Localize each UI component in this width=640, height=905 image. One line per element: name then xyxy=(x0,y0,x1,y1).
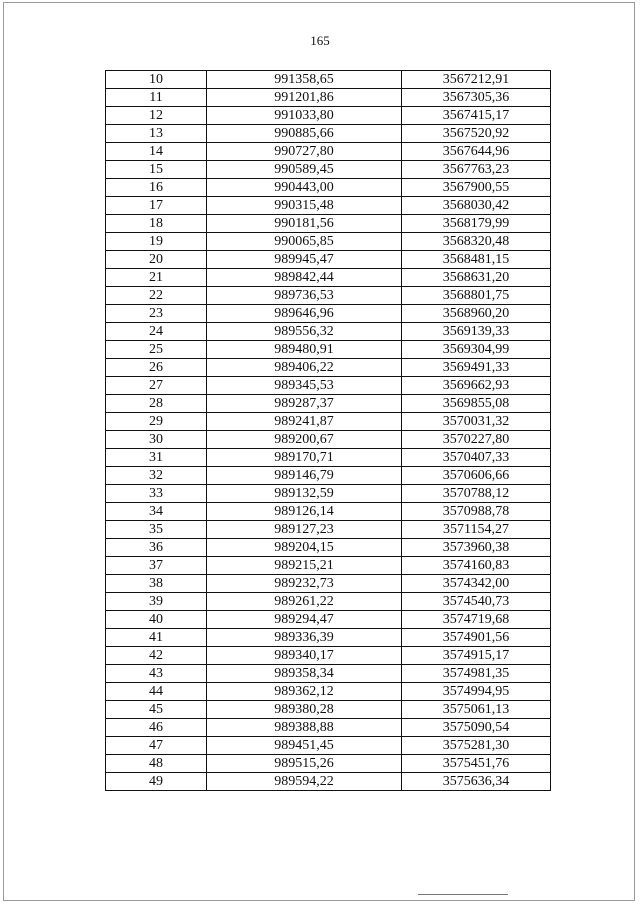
y-coordinate-cell: 3569855,08 xyxy=(402,395,551,413)
point-number-cell: 15 xyxy=(106,161,207,179)
table-row xyxy=(106,413,551,431)
table-row xyxy=(106,233,551,251)
table-row xyxy=(106,683,551,701)
y-coordinate-cell: 3569491,33 xyxy=(402,359,551,377)
table-row xyxy=(106,89,551,107)
table-row xyxy=(106,395,551,413)
point-number-cell: 41 xyxy=(106,629,207,647)
point-number-cell: 23 xyxy=(106,305,207,323)
y-coordinate-cell: 3568481,15 xyxy=(402,251,551,269)
y-coordinate-cell: 3569304,99 xyxy=(402,341,551,359)
table-row xyxy=(106,125,551,143)
y-coordinate-cell: 3574915,17 xyxy=(402,647,551,665)
y-coordinate-cell: 3570031,32 xyxy=(402,413,551,431)
x-coordinate-cell: 989146,79 xyxy=(207,467,402,485)
point-number-cell: 46 xyxy=(106,719,207,737)
x-coordinate-cell: 990315,48 xyxy=(207,197,402,215)
point-number-cell: 19 xyxy=(106,233,207,251)
y-coordinate-cell: 3574160,83 xyxy=(402,557,551,575)
point-number-cell: 10 xyxy=(106,71,207,89)
coordinates-table-body xyxy=(106,71,551,791)
table-row xyxy=(106,575,551,593)
x-coordinate-cell: 989232,73 xyxy=(207,575,402,593)
x-coordinate-cell: 991033,80 xyxy=(207,107,402,125)
point-number-cell: 12 xyxy=(106,107,207,125)
y-coordinate-cell: 3574981,35 xyxy=(402,665,551,683)
x-coordinate-cell: 989646,96 xyxy=(207,305,402,323)
x-coordinate-cell: 989480,91 xyxy=(207,341,402,359)
point-number-cell: 40 xyxy=(106,611,207,629)
point-number-cell: 37 xyxy=(106,557,207,575)
x-coordinate-cell: 989287,37 xyxy=(207,395,402,413)
y-coordinate-cell: 3569662,93 xyxy=(402,377,551,395)
table-row xyxy=(106,269,551,287)
page-number: 165 xyxy=(310,33,330,48)
y-coordinate-cell: 3567644,96 xyxy=(402,143,551,161)
table-row xyxy=(106,287,551,305)
x-coordinate-cell: 989241,87 xyxy=(207,413,402,431)
point-number-cell: 29 xyxy=(106,413,207,431)
table-row xyxy=(106,305,551,323)
point-number-cell: 43 xyxy=(106,665,207,683)
point-number-cell: 32 xyxy=(106,467,207,485)
point-number-cell: 31 xyxy=(106,449,207,467)
point-number-cell: 16 xyxy=(106,179,207,197)
point-number-cell: 25 xyxy=(106,341,207,359)
table-row xyxy=(106,521,551,539)
point-number-cell: 34 xyxy=(106,503,207,521)
point-number-cell: 17 xyxy=(106,197,207,215)
point-number-cell: 28 xyxy=(106,395,207,413)
x-coordinate-cell: 989362,12 xyxy=(207,683,402,701)
table-row xyxy=(106,467,551,485)
x-coordinate-cell: 991201,86 xyxy=(207,89,402,107)
x-coordinate-cell: 990885,66 xyxy=(207,125,402,143)
x-coordinate-cell: 990589,45 xyxy=(207,161,402,179)
point-number-cell: 47 xyxy=(106,737,207,755)
table-row xyxy=(106,71,551,89)
point-number-cell: 22 xyxy=(106,287,207,305)
table-row xyxy=(106,143,551,161)
y-coordinate-cell: 3568801,75 xyxy=(402,287,551,305)
y-coordinate-cell: 3568960,20 xyxy=(402,305,551,323)
point-number-cell: 48 xyxy=(106,755,207,773)
table-row xyxy=(106,593,551,611)
point-number-cell: 30 xyxy=(106,431,207,449)
point-number-cell: 45 xyxy=(106,701,207,719)
table-row xyxy=(106,503,551,521)
x-coordinate-cell: 989126,14 xyxy=(207,503,402,521)
table-row xyxy=(106,161,551,179)
x-coordinate-cell: 990443,00 xyxy=(207,179,402,197)
x-coordinate-cell: 989736,53 xyxy=(207,287,402,305)
y-coordinate-cell: 3574540,73 xyxy=(402,593,551,611)
x-coordinate-cell: 989945,47 xyxy=(207,251,402,269)
point-number-cell: 26 xyxy=(106,359,207,377)
y-coordinate-cell: 3567520,92 xyxy=(402,125,551,143)
y-coordinate-cell: 3570788,12 xyxy=(402,485,551,503)
point-number-cell: 20 xyxy=(106,251,207,269)
y-coordinate-cell: 3575061,13 xyxy=(402,701,551,719)
y-coordinate-cell: 3568631,20 xyxy=(402,269,551,287)
coordinates-table xyxy=(105,70,551,791)
x-coordinate-cell: 991358,65 xyxy=(207,71,402,89)
point-number-cell: 49 xyxy=(106,773,207,791)
point-number-cell: 42 xyxy=(106,647,207,665)
y-coordinate-cell: 3573960,38 xyxy=(402,539,551,557)
table-row xyxy=(106,179,551,197)
table-row xyxy=(106,377,551,395)
table-row xyxy=(106,719,551,737)
y-coordinate-cell: 3570606,66 xyxy=(402,467,551,485)
x-coordinate-cell: 989170,71 xyxy=(207,449,402,467)
y-coordinate-cell: 3574342,00 xyxy=(402,575,551,593)
x-coordinate-cell: 989294,47 xyxy=(207,611,402,629)
x-coordinate-cell: 989200,67 xyxy=(207,431,402,449)
table-row xyxy=(106,485,551,503)
y-coordinate-cell: 3567763,23 xyxy=(402,161,551,179)
x-coordinate-cell: 990727,80 xyxy=(207,143,402,161)
x-coordinate-cell: 990065,85 xyxy=(207,233,402,251)
x-coordinate-cell: 989594,22 xyxy=(207,773,402,791)
x-coordinate-cell: 989358,34 xyxy=(207,665,402,683)
y-coordinate-cell: 3570988,78 xyxy=(402,503,551,521)
y-coordinate-cell: 3569139,33 xyxy=(402,323,551,341)
x-coordinate-cell: 989842,44 xyxy=(207,269,402,287)
point-number-cell: 39 xyxy=(106,593,207,611)
x-coordinate-cell: 989204,15 xyxy=(207,539,402,557)
y-coordinate-cell: 3567415,17 xyxy=(402,107,551,125)
y-coordinate-cell: 3575636,34 xyxy=(402,773,551,791)
y-coordinate-cell: 3567900,55 xyxy=(402,179,551,197)
point-number-cell: 36 xyxy=(106,539,207,557)
table-row xyxy=(106,611,551,629)
y-coordinate-cell: 3568030,42 xyxy=(402,197,551,215)
table-row xyxy=(106,197,551,215)
y-coordinate-cell: 3574719,68 xyxy=(402,611,551,629)
x-coordinate-cell: 989515,26 xyxy=(207,755,402,773)
table-row xyxy=(106,323,551,341)
x-coordinate-cell: 989388,88 xyxy=(207,719,402,737)
point-number-cell: 44 xyxy=(106,683,207,701)
y-coordinate-cell: 3575090,54 xyxy=(402,719,551,737)
table-row xyxy=(106,449,551,467)
point-number-cell: 35 xyxy=(106,521,207,539)
table-row xyxy=(106,755,551,773)
y-coordinate-cell: 3567212,91 xyxy=(402,71,551,89)
table-row xyxy=(106,737,551,755)
y-coordinate-cell: 3568320,48 xyxy=(402,233,551,251)
table-row xyxy=(106,215,551,233)
x-coordinate-cell: 989380,28 xyxy=(207,701,402,719)
table-row xyxy=(106,665,551,683)
point-number-cell: 13 xyxy=(106,125,207,143)
point-number-cell: 14 xyxy=(106,143,207,161)
x-coordinate-cell: 990181,56 xyxy=(207,215,402,233)
point-number-cell: 18 xyxy=(106,215,207,233)
y-coordinate-cell: 3571154,27 xyxy=(402,521,551,539)
table-row xyxy=(106,557,551,575)
y-coordinate-cell: 3574994,95 xyxy=(402,683,551,701)
x-coordinate-cell: 989556,32 xyxy=(207,323,402,341)
table-row xyxy=(106,341,551,359)
point-number-cell: 38 xyxy=(106,575,207,593)
x-coordinate-cell: 989132,59 xyxy=(207,485,402,503)
x-coordinate-cell: 989215,21 xyxy=(207,557,402,575)
x-coordinate-cell: 989345,53 xyxy=(207,377,402,395)
y-coordinate-cell: 3574901,56 xyxy=(402,629,551,647)
table-row xyxy=(106,701,551,719)
y-coordinate-cell: 3567305,36 xyxy=(402,89,551,107)
point-number-cell: 33 xyxy=(106,485,207,503)
point-number-cell: 27 xyxy=(106,377,207,395)
point-number-cell: 11 xyxy=(106,89,207,107)
table-row xyxy=(106,539,551,557)
table-row xyxy=(106,107,551,125)
x-coordinate-cell: 989340,17 xyxy=(207,647,402,665)
table-row xyxy=(106,431,551,449)
table-row xyxy=(106,359,551,377)
x-coordinate-cell: 989406,22 xyxy=(207,359,402,377)
x-coordinate-cell: 989336,39 xyxy=(207,629,402,647)
x-coordinate-cell: 989127,23 xyxy=(207,521,402,539)
y-coordinate-cell: 3570227,80 xyxy=(402,431,551,449)
point-number-cell: 21 xyxy=(106,269,207,287)
y-coordinate-cell: 3575451,76 xyxy=(402,755,551,773)
table-row xyxy=(106,647,551,665)
table-row xyxy=(106,629,551,647)
page-footer-rule xyxy=(418,894,508,895)
table-row xyxy=(106,251,551,269)
point-number-cell: 24 xyxy=(106,323,207,341)
y-coordinate-cell: 3575281,30 xyxy=(402,737,551,755)
y-coordinate-cell: 3570407,33 xyxy=(402,449,551,467)
x-coordinate-cell: 989451,45 xyxy=(207,737,402,755)
table-row xyxy=(106,773,551,791)
y-coordinate-cell: 3568179,99 xyxy=(402,215,551,233)
x-coordinate-cell: 989261,22 xyxy=(207,593,402,611)
